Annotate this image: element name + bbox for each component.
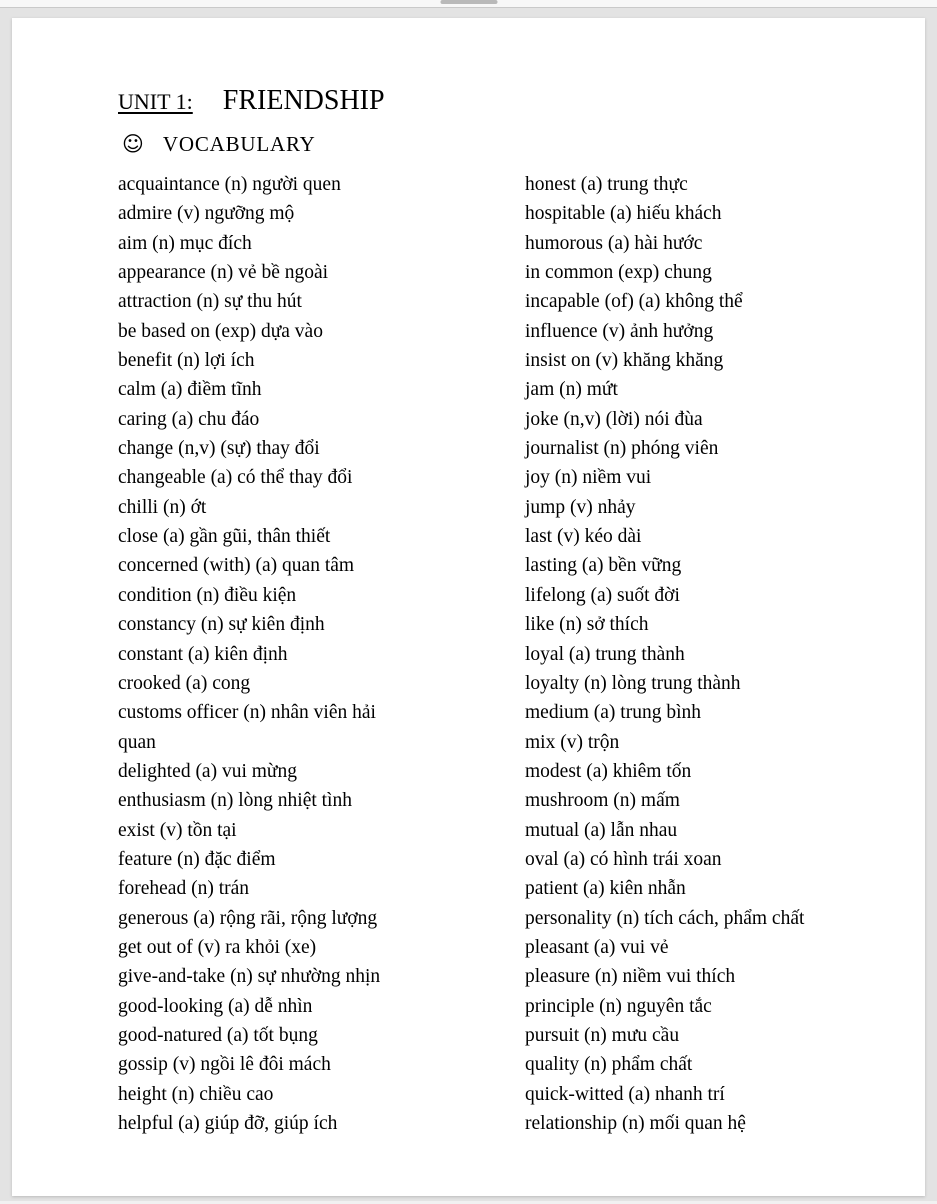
vocab-line: jam (n) mứt xyxy=(525,379,618,401)
vocab-line: admire (v) ngưỡng mộ xyxy=(118,203,295,225)
vocab-line: modest (a) khiêm tốn xyxy=(525,760,692,782)
vocab-line: jump (v) nhảy xyxy=(525,496,636,518)
vocab-line: constancy (n) sự kiên định xyxy=(118,614,325,636)
vocab-column-left xyxy=(118,170,525,1138)
vocab-line: pleasure (n) niềm vui thích xyxy=(525,966,736,988)
vocab-line: crooked (a) cong xyxy=(118,672,251,694)
vocab-line: honest (a) trung thực xyxy=(525,174,688,195)
vocab-line: calm (a) điềm tĩnh xyxy=(118,379,262,401)
vocabulary-list xyxy=(118,170,895,1138)
vocab-line: close (a) gần gũi, thân thiết xyxy=(118,526,331,548)
vocab-line: enthusiasm (n) lòng nhiệt tình xyxy=(118,790,352,812)
document-page xyxy=(12,18,925,1196)
vocab-line: generous (a) rộng rãi, rộng lượng xyxy=(118,907,378,929)
vocab-line: height (n) chiều cao xyxy=(118,1083,274,1105)
vocab-line: mix (v) trộn xyxy=(525,731,620,753)
vocab-line: quan xyxy=(118,731,156,753)
vocab-line: joke (n,v) (lời) nói đùa xyxy=(525,408,703,430)
vocab-line: exist (v) tồn tại xyxy=(118,819,237,841)
vocab-line: pleasant (a) vui vẻ xyxy=(525,936,669,958)
vocab-line: gossip (v) ngồi lê đôi mách xyxy=(118,1054,331,1076)
vocab-line: constant (a) kiên định xyxy=(118,643,288,665)
vocab-line: condition (n) điều kiện xyxy=(118,584,297,606)
vocab-line: personality (n) tích cách, phẩm chất xyxy=(525,907,805,929)
vocabulary-heading xyxy=(118,130,895,161)
unit-name: FRIENDSHIP xyxy=(222,85,385,116)
vocab-line: change (n,v) (sự) thay đổi xyxy=(118,438,320,460)
vocab-line: acquaintance (n) người quen xyxy=(118,174,341,195)
vocab-line: changeable (a) có thể thay đổi xyxy=(118,467,353,489)
vocab-line: give-and-take (n) sự nhường nhịn xyxy=(118,966,381,988)
vocab-line: pursuit (n) mưu cầu xyxy=(525,1024,680,1046)
vocab-line: get out of (v) ra khỏi (xe) xyxy=(118,936,317,958)
vocab-line: concerned (with) (a) quan tâm xyxy=(118,555,355,577)
vocab-line: lasting (a) bền vững xyxy=(525,555,682,577)
vocab-line: principle (n) nguyên tắc xyxy=(525,995,712,1017)
vocab-line: like (n) sở thích xyxy=(525,614,649,636)
vocab-line: oval (a) có hình trái xoan xyxy=(525,848,722,870)
unit-label: UNIT 1: xyxy=(118,89,193,114)
vocab-line: hospitable (a) hiếu khách xyxy=(525,203,722,225)
vocab-line: customs officer (n) nhân viên hải xyxy=(118,702,376,724)
vocab-line: journalist (n) phóng viên xyxy=(525,438,719,460)
vocab-line: relationship (n) mối quan hệ xyxy=(525,1113,746,1134)
vocab-line: aim (n) mục đích xyxy=(118,232,252,254)
vocab-line: lifelong (a) suốt đời xyxy=(525,584,680,606)
vocab-line: chilli (n) ớt xyxy=(118,496,207,518)
vocab-line: patient (a) kiên nhẫn xyxy=(525,878,686,900)
vocab-line: mutual (a) lẫn nhau xyxy=(525,819,678,841)
vocab-line: appearance (n) vẻ bề ngoài xyxy=(118,262,329,284)
vocab-line: loyal (a) trung thành xyxy=(525,643,685,665)
smiley-icon: ☺ xyxy=(122,132,144,156)
section-title: VOCABULARY xyxy=(162,132,316,156)
vocab-line: feature (n) đặc điểm xyxy=(118,848,276,870)
vocab-line: last (v) kéo dài xyxy=(525,526,642,548)
vocab-line: good-looking (a) dễ nhìn xyxy=(118,995,313,1017)
vocab-line: medium (a) trung bình xyxy=(525,702,702,724)
vocab-line: good-natured (a) tốt bụng xyxy=(118,1024,318,1046)
vocab-line: quick-witted (a) nhanh trí xyxy=(525,1083,725,1105)
vocab-line: mushroom (n) mấm xyxy=(525,790,680,812)
vocab-line: joy (n) niềm vui xyxy=(525,467,652,489)
vocab-column-right xyxy=(525,170,895,1138)
document-canvas xyxy=(0,8,937,1201)
vocab-line: loyalty (n) lòng trung thành xyxy=(525,672,741,694)
vocab-line: benefit (n) lợi ích xyxy=(118,350,255,372)
vocab-line: caring (a) chu đáo xyxy=(118,408,260,430)
vocab-line: humorous (a) hài hước xyxy=(525,232,703,254)
drag-handle[interactable] xyxy=(440,0,497,4)
vocab-line: quality (n) phẩm chất xyxy=(525,1054,693,1076)
vocab-line: forehead (n) trán xyxy=(118,878,250,900)
top-bar xyxy=(0,0,937,8)
vocab-line: helpful (a) giúp đỡ, giúp ích xyxy=(118,1113,338,1134)
unit-title xyxy=(118,84,895,122)
vocab-line: insist on (v) khăng khăng xyxy=(525,350,724,372)
vocab-line: incapable (of) (a) không thể xyxy=(525,291,743,313)
vocab-line: influence (v) ảnh hưởng xyxy=(525,320,714,342)
vocab-line: be based on (exp) dựa vào xyxy=(118,320,323,342)
vocab-line: in common (exp) chung xyxy=(525,262,712,284)
vocab-line: delighted (a) vui mừng xyxy=(118,760,297,782)
vocab-line: attraction (n) sự thu hút xyxy=(118,291,302,313)
